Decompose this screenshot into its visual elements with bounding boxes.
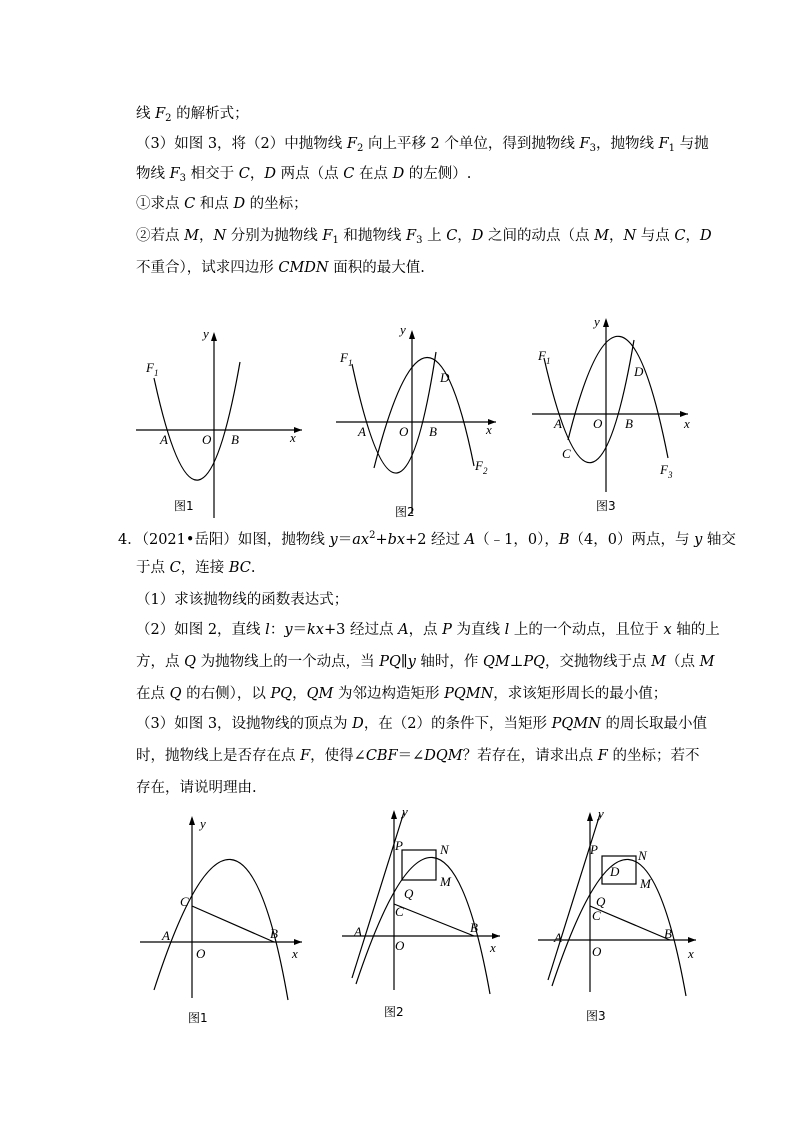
label-x: x bbox=[292, 946, 298, 961]
label-B: B bbox=[231, 432, 239, 447]
label-x: x bbox=[684, 416, 690, 431]
label-A: A bbox=[554, 930, 562, 945]
q4-line-7: （3）如图 3，设抛物线的顶点为 D，在（2）的条件下，当矩形 PQMN 的周长取最小值 bbox=[136, 716, 707, 732]
segment-BC bbox=[590, 906, 670, 940]
rectangle-PQMN bbox=[402, 850, 436, 880]
caption-fig1: 图1 bbox=[174, 499, 194, 513]
q3-line-3: 物线 $F_3$ 相交于 C，D 两点（点 C 在点 D 的左侧）. bbox=[136, 166, 472, 184]
label-y: y bbox=[594, 314, 600, 329]
q3-line-1: 线 $F_2$ 的解析式； bbox=[136, 106, 249, 124]
label-O: O bbox=[196, 946, 206, 961]
label-O: O bbox=[395, 938, 405, 953]
q4-figure-2 bbox=[338, 806, 508, 1021]
q4-line-8: 时，抛物线上是否存在点 F，使得∠CBF＝∠DQM？若存在，请求出点 F 的坐标；若不 bbox=[136, 748, 700, 764]
caption-fig3: 图3 bbox=[596, 499, 616, 513]
label-Q: Q bbox=[404, 886, 414, 901]
label-B: B bbox=[625, 416, 633, 431]
caption-fig2: 图2 bbox=[384, 1005, 404, 1019]
label-x: x bbox=[490, 940, 496, 955]
label-O: O bbox=[202, 432, 212, 447]
label-A: A bbox=[160, 432, 168, 447]
label-x: x bbox=[290, 430, 296, 445]
label-A: A bbox=[554, 416, 562, 431]
label-N: N bbox=[440, 842, 449, 857]
q3-figure-2 bbox=[332, 318, 512, 523]
label-M: M bbox=[440, 874, 451, 889]
label-O: O bbox=[593, 416, 603, 431]
label-y: y bbox=[402, 804, 408, 819]
q4-line-3: （1）求该抛物线的函数表达式； bbox=[136, 592, 349, 608]
label-F2: $F_2$ bbox=[475, 458, 488, 476]
label-B: B bbox=[664, 926, 672, 941]
q4-figure-1 bbox=[138, 814, 308, 1029]
label-F3: $F_3$ bbox=[660, 462, 673, 480]
q3-line-5: ②若点 M，N 分别为抛物线 $F_1$ 和抛物线 $F_3$ 上 C，D 之间的动点（点 M，N 与点 C，D bbox=[136, 228, 712, 246]
label-A: A bbox=[162, 928, 170, 943]
q4-line-4: （2）如图 2，直线 l：y＝kx+3 经过点 A，点 P 为直线 l 上的一个动点，且位于 x 轴的上 bbox=[136, 622, 720, 638]
parabola bbox=[154, 859, 288, 1000]
label-y: y bbox=[598, 806, 604, 821]
q4-line-6: 在点 Q 的右侧），以 PQ，QM 为邻边构造矩形 PQMN，求该矩形周长的最小值； bbox=[136, 686, 668, 702]
label-y: y bbox=[203, 326, 209, 341]
label-D: D bbox=[440, 370, 450, 385]
label-B: B bbox=[429, 424, 437, 439]
q4-line-9: 存在，请说明理由. bbox=[136, 780, 257, 796]
parabola-F3 bbox=[568, 336, 668, 458]
segment-BC bbox=[192, 906, 274, 942]
label-P: P bbox=[395, 838, 403, 853]
label-x: x bbox=[688, 946, 694, 961]
label-A: A bbox=[358, 424, 366, 439]
q4-figure-3 bbox=[534, 808, 704, 1023]
label-C: C bbox=[180, 894, 189, 909]
label-O: O bbox=[399, 424, 409, 439]
q3-figure-1 bbox=[130, 320, 310, 520]
label-C: C bbox=[395, 904, 404, 919]
parabola-F2 bbox=[374, 357, 474, 468]
q4-line-1: 4．（2021•岳阳）如图，抛物线 $y=ax^2+bx+2$ 经过 A（﹣1，0），B（4，0）两点，与 y 轴交 bbox=[118, 530, 736, 548]
label-F: $F_1$ bbox=[146, 360, 159, 378]
segment-BC bbox=[394, 904, 474, 936]
label-y: y bbox=[200, 816, 206, 831]
parabola-F1 bbox=[544, 340, 634, 463]
caption-fig1: 图1 bbox=[188, 1011, 208, 1025]
label-M: M bbox=[640, 876, 651, 891]
q3-line-2: （3）如图 3，将（2）中抛物线 $F_2$ 向上平移 2 个单位，得到抛物线 $F_3$，抛物线 $F_1$ 与抛 bbox=[136, 136, 709, 154]
label-A: A bbox=[354, 924, 362, 939]
label-B: B bbox=[470, 920, 478, 935]
q4-line-2: 于点 C，连接 BC. bbox=[136, 560, 256, 576]
label-Q: Q bbox=[596, 894, 606, 909]
q3-line-4: ①求点 C 和点 D 的坐标； bbox=[136, 196, 308, 212]
label-F1: $F_1$ bbox=[340, 350, 353, 368]
q3-line-6: 不重合），试求四边形 CMDN 面积的最大值. bbox=[136, 260, 425, 276]
label-F1: $F_1$ bbox=[538, 348, 551, 366]
label-D: D bbox=[610, 864, 620, 879]
q4-line-5: 方，点 Q 为抛物线上的一个动点，当 PQ∥y 轴时，作 QM⊥PQ，交抛物线于点 M（点 M bbox=[136, 654, 715, 670]
label-O: O bbox=[592, 944, 602, 959]
caption-fig3: 图3 bbox=[586, 1009, 606, 1023]
label-y: y bbox=[400, 322, 406, 337]
label-N: N bbox=[638, 848, 647, 863]
label-C: C bbox=[592, 908, 601, 923]
q3-figure-3 bbox=[528, 314, 708, 519]
label-C: C bbox=[562, 446, 571, 461]
label-P: P bbox=[590, 842, 598, 857]
label-B: B bbox=[270, 926, 278, 941]
line-l bbox=[352, 812, 404, 978]
label-x: x bbox=[486, 422, 492, 437]
caption-fig2: 图2 bbox=[395, 505, 415, 519]
parabola-F1 bbox=[154, 362, 240, 480]
parabola-F1 bbox=[352, 352, 436, 473]
label-D: D bbox=[634, 364, 644, 379]
